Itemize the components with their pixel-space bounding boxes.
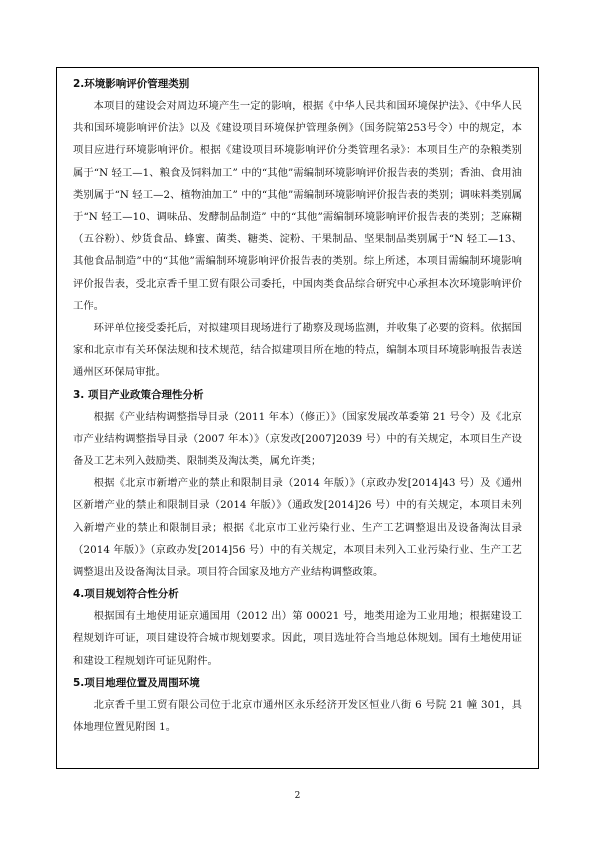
paragraph: 根据《产业结构调整指导目录（2011 年本）（修正）》（国家发展改革委第 21 号令）及《北京市产业结构调整指导目录（2007 年本）》（京发改[2007]2039 号）中的有关规定，本项目生产设备及工艺未列入鼓励类、限制类及淘汰类，属允许类；: [73, 410, 522, 468]
paragraph: 根据《北京市新增产业的禁止和限制目录（2014 年版）》（京政办发[2014]43 号）及《通州区新增产业的禁止和限制目录（2014 年版）》（通政发[2014]26 号）中的有关规定，本项目未列入新增产业的禁止和限制目录；根据《北京市工业污染行业、生产工艺调整退出及设备淘汰目录（2014 年版）》（京政办发[2014]56 号）中的有关规定，本项目未列入工业污染行业、生产工艺调整退出及设备淘汰目录。项目符合国家及地方产业结构调整政策。: [73, 477, 522, 579]
page-number: 2: [294, 791, 301, 801]
report-table-cell: [56, 67, 539, 769]
section-planning-compliance: [57, 583, 538, 672]
section-heading: 2.环境影响评价管理类别: [73, 78, 190, 90]
section-management-category: [57, 73, 538, 384]
section-location-environment: [57, 672, 538, 738]
paragraph: 本项目的建设会对周边环境产生一定的影响，根据《中华人民共和国环境保护法》、《中华人民共和国环境影响评价法》以及《建设项目环境保护管理条例》（国务院第253号令）中的规定，本项目应进行环境影响评价。根据《建设项目环境影响评价分类管理名录》：本项目生产的杂粮类别属于“N 轻工—1、粮食及饲料加工” 中的“其他”需编制环境影响评价报告表的类别；香油、食用油类别属于“N 轻工—2、植物油加工” 中的“其他”需编制环境影响评价报告表的类别；调味料类别属于“N 轻工—10、调味品、发酵制品制造” 中的“其他”需编制环境影响评价报告表的类别；芝麻糊（五谷粉）、炒货食品、蜂蜜、菌类、糖类、淀粉、干果制品、坚果制品类别属于“N 轻工—13、其他食品制造”中的“其他”需编制环境影响评价报告表的类别。综上所述，本项目需编制环境影响评价报告表，受北京香千里工贸有限公司委托，中国肉类食品综合研究中心承担本次环境影响评价工作。: [73, 100, 522, 312]
paragraph: 环评单位接受委托后，对拟建项目现场进行了勘察及现场监测，并收集了必要的资料。依据国家和北京市有关环保法规和技术规范，结合拟建项目所在地的特点，编制本项目环境影响报告表送通州区环保局审批。: [73, 322, 522, 379]
section-heading: 4.项目规划符合性分析: [73, 588, 179, 601]
section-heading: 5.项目地理位置及周围环境: [73, 676, 200, 689]
paragraph: 北京香千里工贸有限公司位于北京市通州区永乐经济开发区恒业八街 6 号院 21 幢 301，具体地理位置见附图 1。: [73, 698, 522, 734]
section-industrial-policy: [57, 384, 538, 584]
paragraph: 根据国有土地使用证京通国用（2012 出）第 00021 号，地类用途为工业用地；根据建设工程规划许可证，项目建设符合城市规划要求。因此，项目选址符合当地总体规划。国有土地使用证和建设工程规划许可证见附件。: [73, 610, 522, 667]
section-heading: 3. 项目产业政策合理性分析: [73, 388, 204, 401]
